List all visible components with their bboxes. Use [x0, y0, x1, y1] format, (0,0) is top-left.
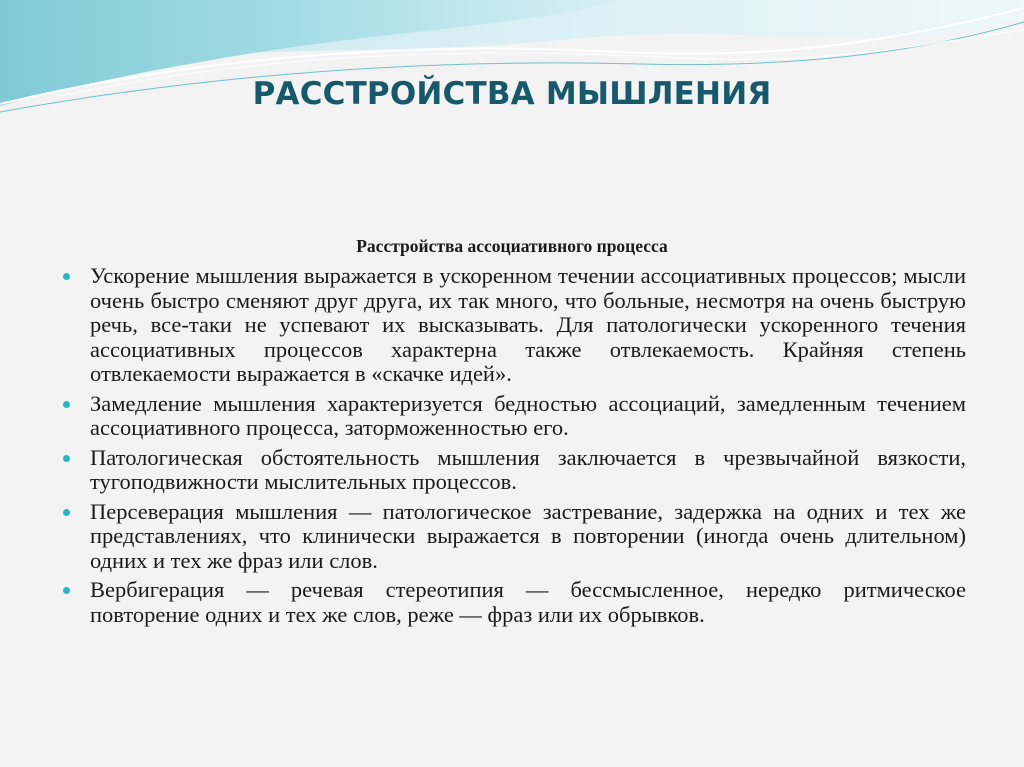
bullet-dot-icon	[63, 273, 70, 280]
section-subtitle: Расстройства ассоциативного процесса	[356, 236, 668, 256]
bullet-list	[62, 264, 966, 632]
bullet-text: Персеверация мышления — патологическое застревание, задержка на одних и тех же представлениях, что клинически выражается в повторении (иногда очень длительном) одних и тех же фраз или слов.	[90, 498, 966, 573]
bullet-dot-icon	[63, 455, 70, 462]
bullet-item	[62, 500, 966, 574]
bullet-item	[62, 578, 966, 627]
slide-title: РАССТРОЙСТВА МЫШЛЕНИЯ	[252, 76, 772, 112]
bullet-dot-icon	[63, 509, 70, 516]
bullet-item	[62, 264, 966, 387]
bullet-text: Патологическая обстоятельность мышления заключается в чрезвычайной вязкости, тугоподвижности мыслительных процессов.	[90, 444, 966, 494]
bullet-text: Ускорение мышления выражается в ускоренном течении ассоциативных процессов; мысли очень быстро сменяют друг друга, их так много, что больные, несмотря на очень быструю речь, все-таки не успевают их высказывать. Для патологически ускоренного течения ассоциативных процессов характерна также отвлекаемость. Крайняя степень отвлекаемости выражается в «скачке идей».	[90, 263, 966, 386]
bullet-text: Вербигерация — речевая стереотипия — бессмысленное, нередко ритмическое повторение одних и тех же слов, реже — фраз или их обрывков.	[90, 577, 966, 627]
bullet-item	[62, 446, 966, 495]
bullet-dot-icon	[63, 587, 70, 594]
bullet-text: Замедление мышления характеризуется бедностью ассоциаций, замедленным течением ассоциативного процесса, заторможенностью его.	[90, 390, 966, 440]
bullet-dot-icon	[63, 401, 70, 408]
bullet-item	[62, 392, 966, 441]
